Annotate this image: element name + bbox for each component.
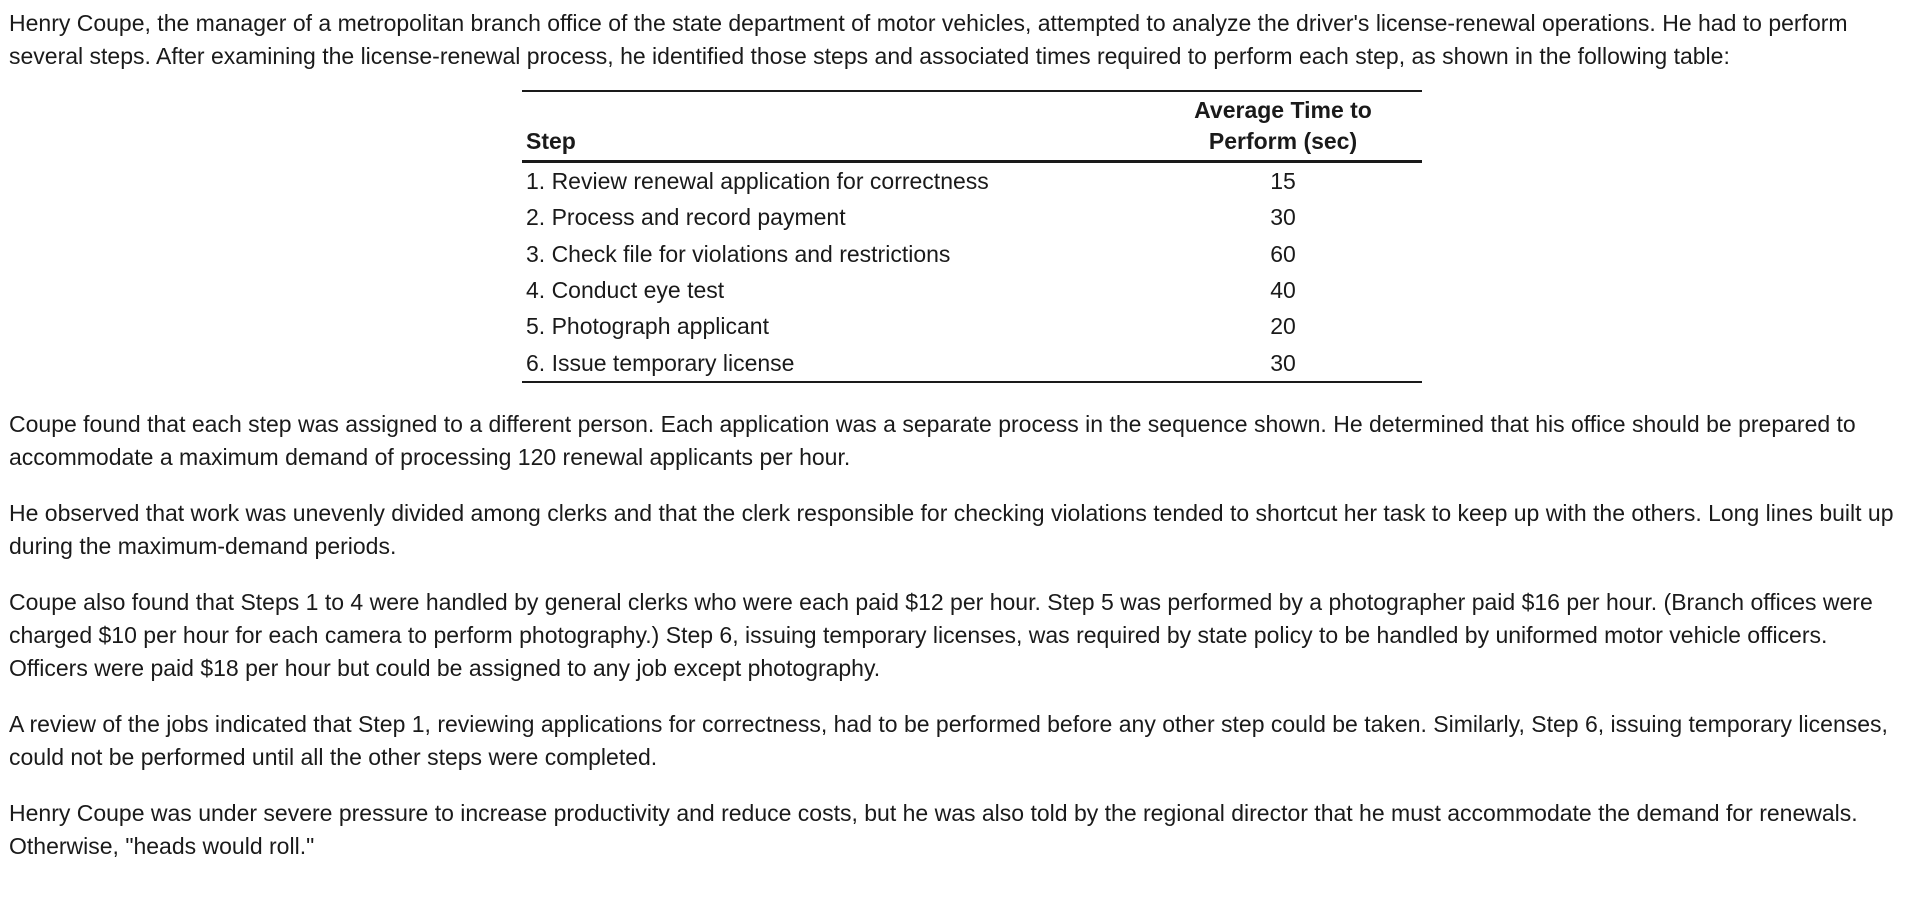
table-header-row	[522, 91, 1422, 162]
paragraph-precedence: A review of the jobs indicated that Step 1, reviewing applications for correctness, had to be performed before any other step could be taken. Similarly, Step 6, issuing temporary licenses, could not be performed until all the other steps were completed.	[9, 711, 1888, 770]
step-cell: 6. Issue temporary license	[522, 345, 1144, 382]
step-cell: 3. Check file for violations and restrictions	[526, 240, 951, 267]
intro-paragraph: Henry Coupe, the manager of a metropolitan branch office of the state department of motor vehicles, attempted to analyze the driver's license-renewal operations. He had to perform several steps. After examining the license-renewal process, he identified those steps and associated times required to perform each step, as shown in the following table:	[9, 10, 1848, 69]
table-row	[522, 199, 1422, 235]
step-cell: 5. Photograph applicant	[526, 313, 769, 340]
paragraph-workload: He observed that work was unevenly divided among clerks and that the clerk responsible for checking violations tended to shortcut her task to keep up with the others. Long lines built up during the maximum-demand periods.	[9, 500, 1894, 559]
paragraph-pressure: Henry Coupe was under severe pressure to increase productivity and reduce costs, but he was also told by the regional director that he must accommodate the demand for renewals. Otherwise, "heads would roll."	[9, 800, 1858, 859]
header-time-line2: Perform (sec)	[1208, 128, 1358, 155]
time-cell: 30	[1270, 204, 1296, 231]
time-cell: 20	[1270, 313, 1296, 340]
time-cell: 60	[1270, 240, 1296, 267]
time-cell: 15	[1270, 168, 1296, 195]
table-row	[522, 345, 1422, 382]
table-row	[522, 162, 1422, 200]
table-row	[522, 308, 1422, 344]
table-row	[522, 236, 1422, 272]
time-cell: 30	[1144, 345, 1422, 382]
steps-table-container	[522, 90, 1422, 383]
header-step: Step	[526, 128, 576, 155]
paragraph-staffing: Coupe found that each step was assigned to a different person. Each application was a separate process in the sequence shown. He determined that his office should be prepared to accommodate a maximum demand of processing 120 renewal applicants per hour.	[9, 410, 1856, 470]
time-cell: 40	[1270, 277, 1296, 304]
steps-table	[522, 90, 1422, 383]
header-time-line1: Average Time to	[1194, 97, 1372, 124]
step-cell: 4. Conduct eye test	[526, 277, 725, 304]
table-row	[522, 272, 1422, 308]
paragraph-wages: Coupe also found that Steps 1 to 4 were handled by general clerks who were each paid $12 per hour. Step 5 was performed by a photographer paid $16 per hour. (Branch offices were charged $10 per hour for each camera to perform photography.) Step 6, issuing temporary licenses, was required by state policy to be handled by uniformed motor vehicle officers. Officers were paid $18 per hour but could be assigned to any job except photography.	[9, 589, 1873, 681]
step-cell: 1. Review renewal application for correctness	[526, 168, 989, 195]
header-average-time	[1144, 91, 1422, 162]
step-cell: 2. Process and record payment	[526, 204, 846, 231]
